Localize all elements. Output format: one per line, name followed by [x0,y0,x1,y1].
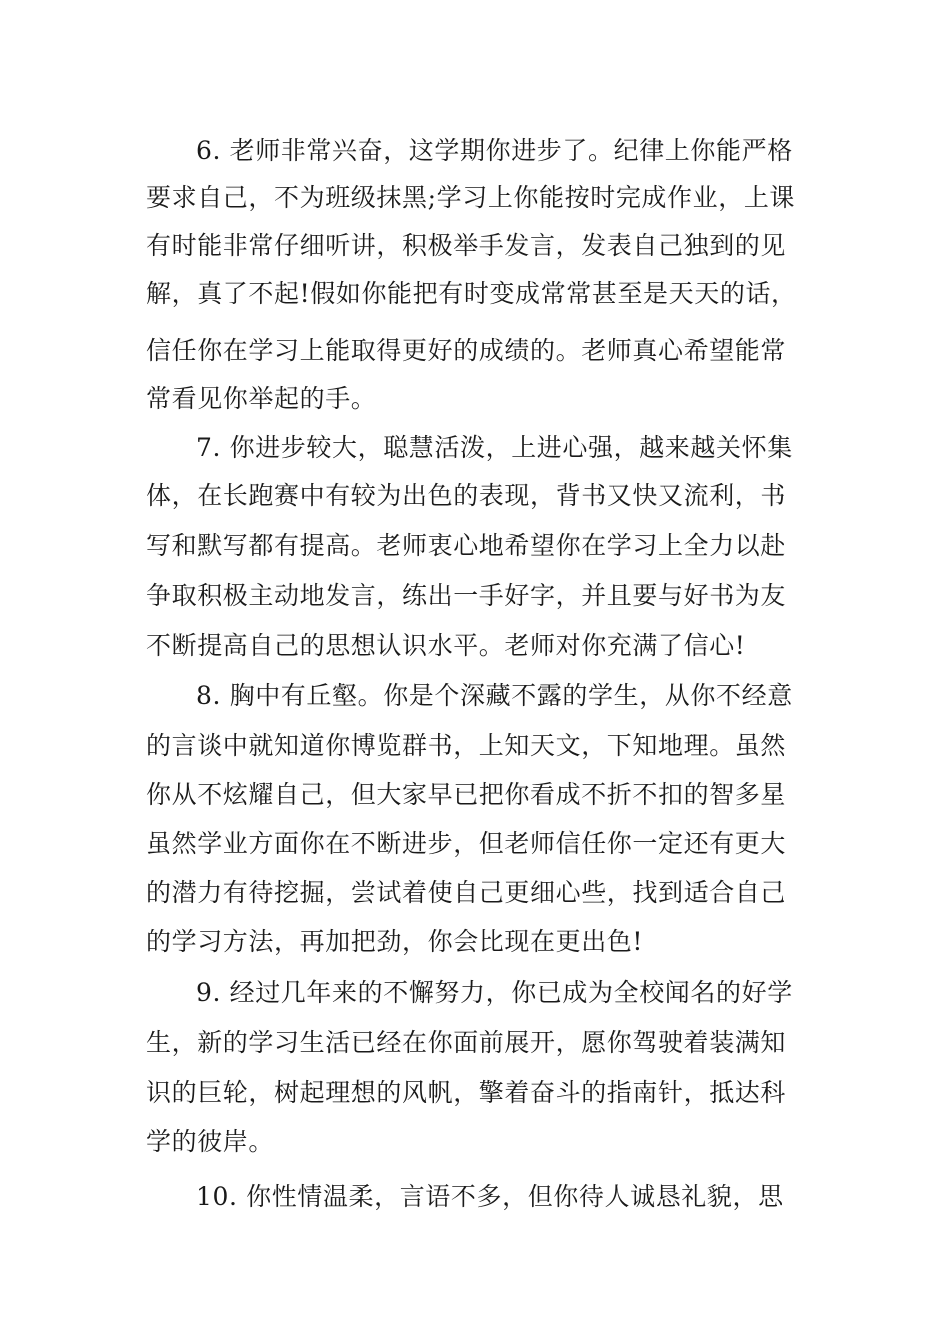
paragraph-9-line-1: 9. 经过几年来的不懈努力，你已成为全校闻名的好学 [196,978,793,1007]
paragraph-6-line-1: 6. 老师非常兴奋，这学期你进步了。纪律上你能严格 [196,136,793,165]
paragraph-8-line-6: 的学习方法，再加把劲，你会比现在更出色! [146,927,644,956]
paragraph-7-line-5: 不断提高自己的思想认识水平。老师对你充满了信心! [146,631,746,660]
paragraph-6-line-6: 常看见你举起的手。 [146,384,377,413]
paragraph-6-line-3: 有时能非常仔细听讲，积极举手发言，发表自己独到的见 [146,231,787,260]
paragraph-8-line-1: 8. 胸中有丘壑。你是个深藏不露的学生，从你不经意 [196,681,793,710]
paragraph-7-line-4: 争取积极主动地发言，练出一手好字，并且要与好书为友 [146,581,787,610]
paragraph-8-line-3: 你从不炫耀自己，但大家早已把你看成不折不扣的智多星 [146,780,787,809]
paragraph-10-line-1: 10. 你性情温柔，言语不多，但你待人诚恳礼貌，思 [196,1182,784,1211]
paragraph-9-line-2: 生，新的学习生活已经在你面前展开，愿你驾驶着装满知 [146,1028,787,1057]
paragraph-6-line-4: 解，真了不起!假如你能把有时变成常常甚至是天天的话， [146,279,797,308]
paragraph-7-line-3: 写和默写都有提高。老师衷心地希望你在学习上全力以赴 [146,531,787,560]
paragraph-7-line-1: 7. 你进步较大，聪慧活泼，上进心强，越来越关怀集 [196,433,793,462]
paragraph-6-line-2: 要求自己，不为班级抹黑;学习上你能按时完成作业，上课 [146,183,796,212]
paragraph-9-line-3: 识的巨轮，树起理想的风帆，擎着奋斗的指南针，抵达科 [146,1078,787,1107]
paragraph-6-line-5: 信任你在学习上能取得更好的成绩的。老师真心希望能常 [146,336,787,365]
paragraph-8-line-4: 虽然学业方面你在不断进步，但老师信任你一定还有更大 [146,829,787,858]
paragraph-8-line-2: 的言谈中就知道你博览群书，上知天文，下知地理。虽然 [146,731,787,760]
paragraph-7-line-2: 体，在长跑赛中有较为出色的表现，背书又快又流利，书 [146,481,787,510]
paragraph-8-line-5: 的潜力有待挖掘，尝试着使自己更细心些，找到适合自己 [146,878,787,907]
paragraph-9-line-4: 学的彼岸。 [146,1127,275,1156]
